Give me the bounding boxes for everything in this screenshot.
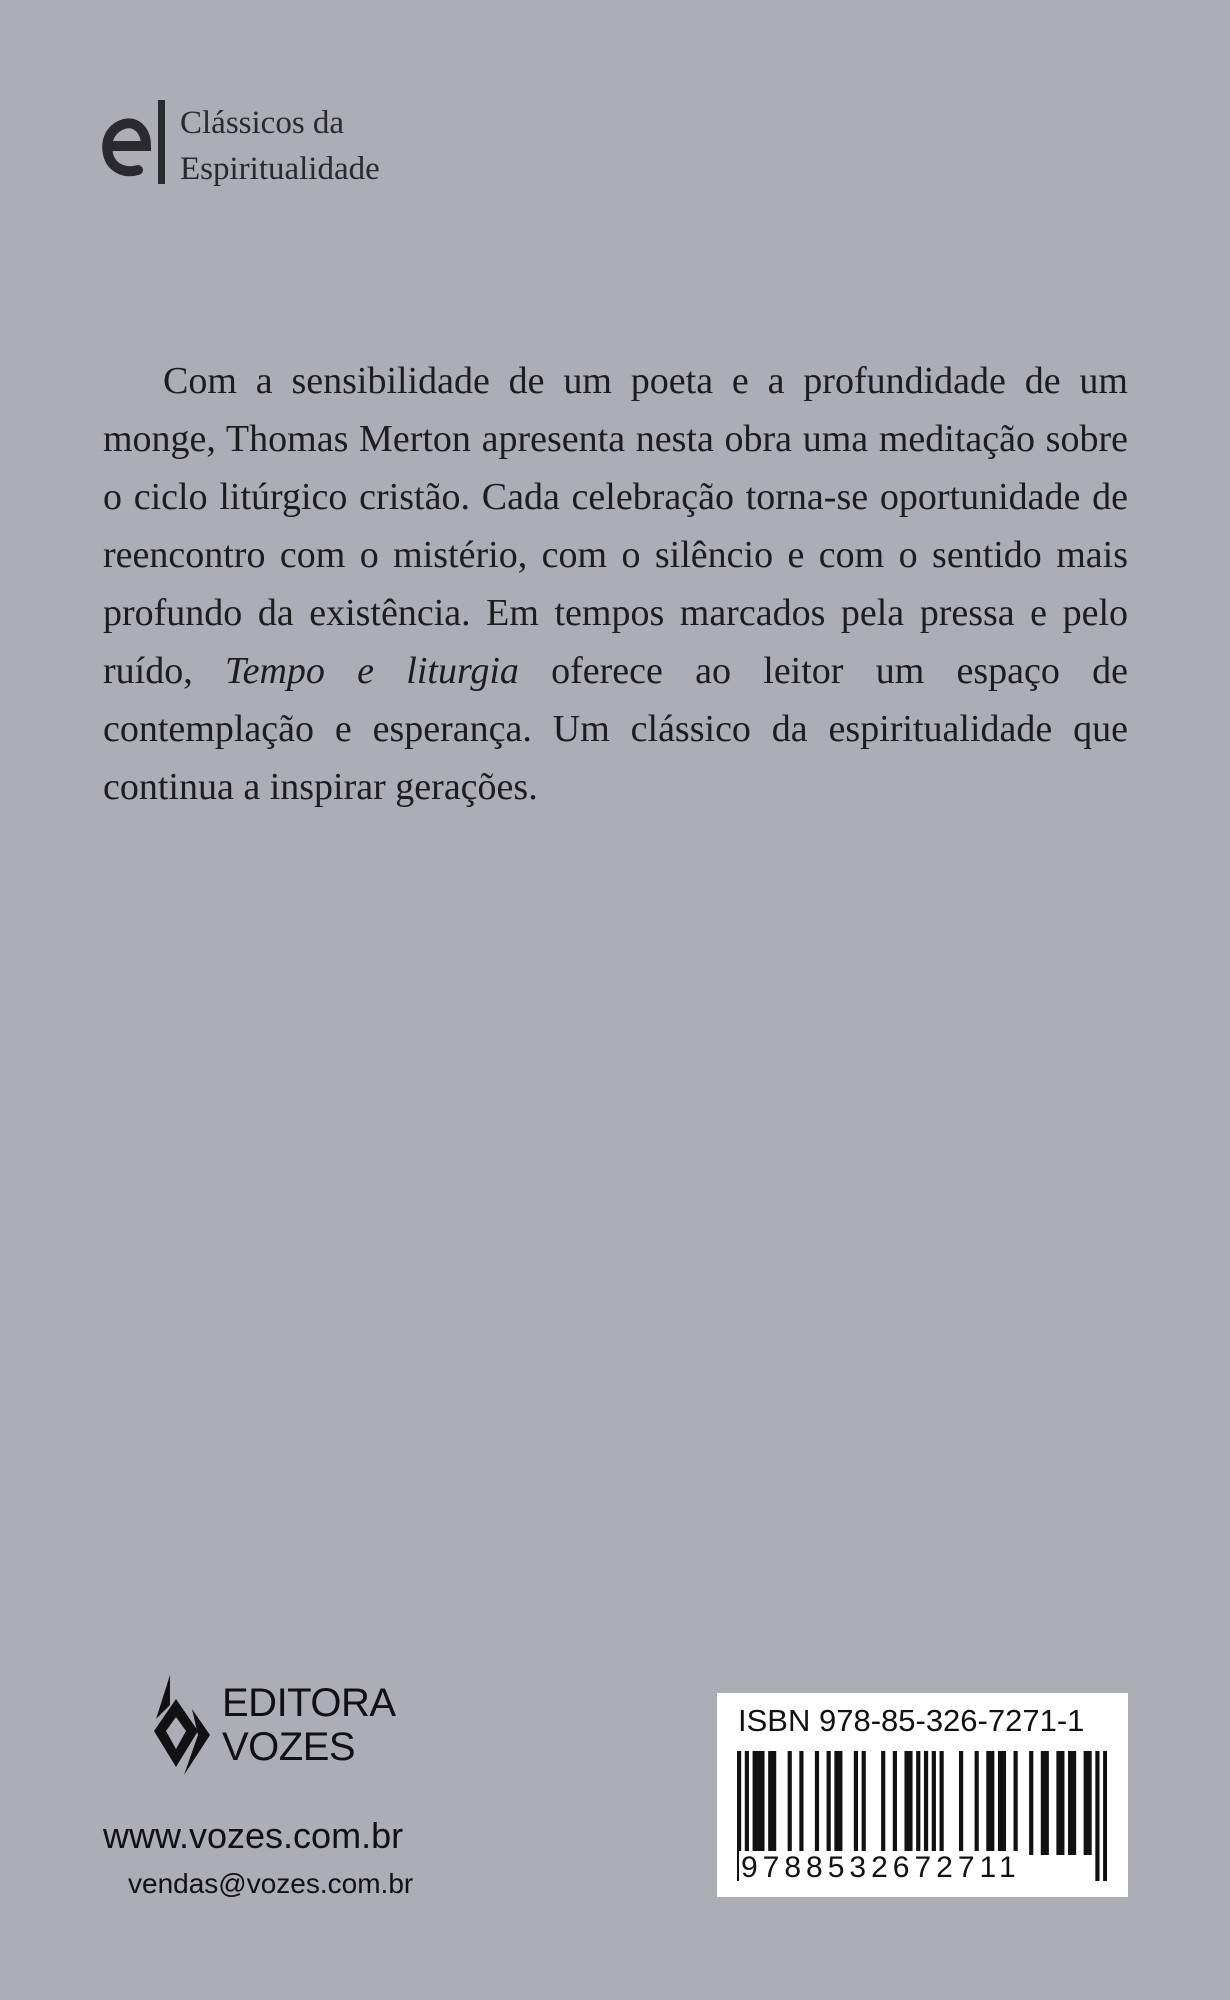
barcode-bar [753, 1751, 757, 1855]
book-title: Tempo e liturgia [224, 650, 519, 692]
barcode-bar [940, 1751, 944, 1855]
publisher-name [222, 1681, 396, 1769]
barcode-bar [1084, 1751, 1088, 1855]
barcode-bar [986, 1751, 990, 1855]
vozes-logo-icon [150, 1675, 210, 1775]
barcode-bar [881, 1751, 885, 1855]
barcode-bar [904, 1751, 908, 1855]
barcode-bar [1060, 1751, 1064, 1855]
series-e-logo-icon [100, 98, 170, 184]
barcode-bar [834, 1751, 838, 1855]
barcode-bar [1029, 1751, 1033, 1855]
barcode-bar [1072, 1751, 1076, 1855]
series-logo [100, 98, 380, 192]
barcode-bar [1041, 1751, 1045, 1855]
barcode-bar [959, 1751, 963, 1855]
barcode-bar [1002, 1751, 1006, 1855]
series-title-line2: Espiritualidade [180, 151, 380, 187]
barcode-bar [799, 1751, 803, 1855]
barcode-bar [990, 1751, 994, 1855]
barcode-bar [1045, 1751, 1049, 1855]
series-title-line1: Clássicos da [180, 105, 345, 141]
description-text-start: Com a sensibilidade de um poeta e a profundidade de um monge, Thomas Merton apresenta nesta obra uma meditação sobre o ciclo litúrgico cristão. Cada celebração torna-se oportunidade de reencontro com o mistério, com o silêncio e com o sentido mais profundo da existência. Em tempos marcados pela pressa e pelo ruído, [103, 360, 1128, 692]
isbn-label: ISBN 978-85-326-7271-1 [738, 1703, 1085, 1738]
barcode-bar [854, 1751, 858, 1855]
isbn-barcode [717, 1693, 1128, 1897]
barcode-bar [1103, 1751, 1107, 1881]
publisher-logo [150, 1675, 396, 1775]
barcode-bar [838, 1751, 842, 1855]
barcode-bar [932, 1751, 936, 1855]
barcode-bar [756, 1751, 760, 1855]
book-description [103, 352, 1128, 816]
barcode-bar [1088, 1751, 1092, 1855]
publisher-email[interactable]: vendas@vozes.com.br [128, 1868, 414, 1899]
barcode-bar [772, 1751, 776, 1855]
barcode-bar [815, 1751, 819, 1855]
barcode-bar [768, 1751, 772, 1855]
barcode-bar [1095, 1751, 1099, 1881]
barcode-bar [827, 1751, 831, 1855]
barcode-bar [760, 1751, 764, 1855]
barcode-bar [1068, 1751, 1072, 1855]
barcode-bar [1056, 1751, 1060, 1855]
barcode-bar [893, 1751, 897, 1855]
publisher-name-line2: VOZES [222, 1725, 356, 1769]
description-paragraph [103, 352, 1128, 816]
publisher-name-line1: EDITORA [222, 1681, 396, 1725]
barcode-bar [862, 1751, 866, 1855]
barcode-bar [788, 1751, 792, 1855]
barcode-bar [1014, 1751, 1018, 1855]
barcode-bar [908, 1751, 912, 1855]
barcode-bar [998, 1751, 1002, 1855]
publisher-website[interactable]: www.vozes.com.br [103, 1815, 404, 1856]
barcode-digits: 9788532672711 [741, 1851, 1021, 1884]
description-text-end: oferece ao leitor um espaço de contemplação e esperança. Um clássico da espiritualidade que continua a inspirar gerações. [103, 650, 1128, 808]
series-title [180, 100, 380, 192]
barcode-bar [975, 1751, 979, 1855]
